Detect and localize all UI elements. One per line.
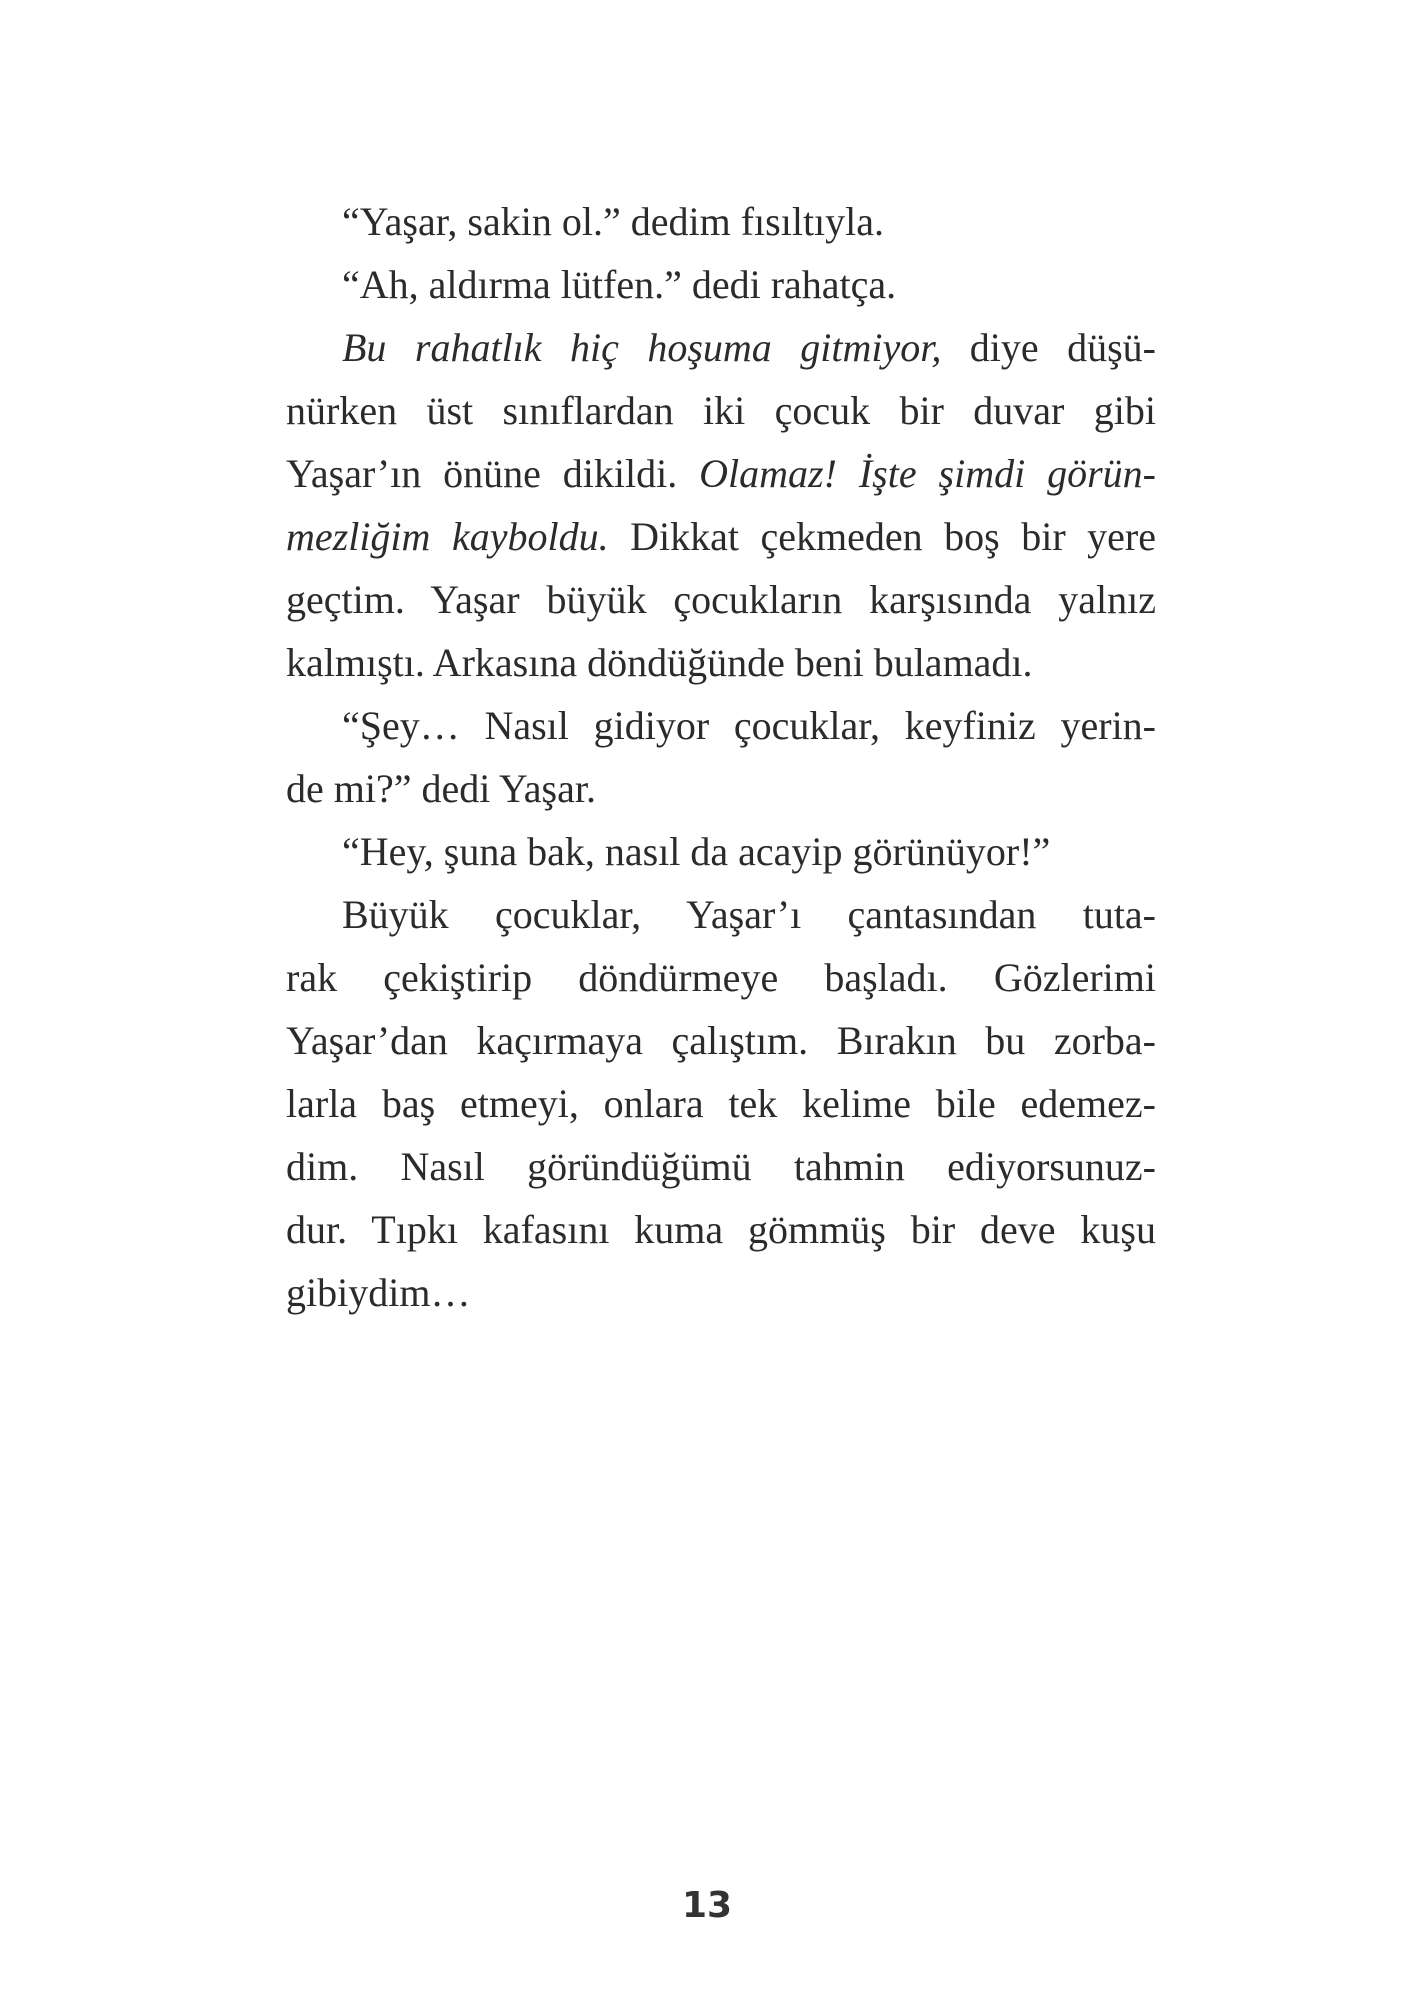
text-line: de mi?” dedi Yaşar. <box>286 766 596 811</box>
text-line: larla baş etmeyi, onlara tek kelime bile edemez- <box>286 1081 1156 1126</box>
page-number: 13 <box>681 1885 733 1926</box>
text-line: “Yaşar, sakin ol.” dedim fısıltıyla. <box>342 199 885 244</box>
text-line: “Şey… Nasıl gidiyor çocuklar, keyfiniz yerin- <box>342 703 1156 748</box>
text-line: “Hey, şuna bak, nasıl da acayip görünüyor!” <box>342 829 1051 874</box>
text-line: dur. Tıpkı kafasını kuma gömmüş bir deve kuşu <box>286 1207 1156 1252</box>
text-line: “Ah, aldırma lütfen.” dedi rahatça. <box>342 262 897 307</box>
text-line: rak çekiştirip döndürmeye başladı. Gözlerimi <box>286 955 1156 1000</box>
italic-thought: mezliğim kayboldu. <box>286 514 609 559</box>
italic-thought: Bu rahatlık hiç hoşuma gitmiyor, <box>342 325 942 370</box>
text-line: Bu rahatlık hiç hoşuma gitmiyor, diye düşü- <box>342 325 1156 370</box>
text-line: Yaşar’ın önüne dikildi. Olamaz! İşte şimdi görün- <box>286 451 1157 496</box>
text-line: kalmıştı. Arkasına döndüğünde beni bulamadı. <box>286 640 1033 685</box>
body-text <box>286 190 1156 1324</box>
text-line: mezliğim kayboldu. Dikkat çekmeden boş bir yere <box>286 514 1156 559</box>
text-line: Büyük çocuklar, Yaşar’ı çantasından tuta- <box>342 892 1156 937</box>
text-line: Yaşar’dan kaçırmaya çalıştım. Bırakın bu zorba- <box>286 1018 1156 1063</box>
italic-thought: Olamaz! İşte şimdi görün- <box>699 451 1157 496</box>
text-line: geçtim. Yaşar büyük çocukların karşısında yalnız <box>286 577 1156 622</box>
text-line: nürken üst sınıflardan iki çocuk bir duvar gibi <box>286 388 1156 433</box>
text-line: dim. Nasıl göründüğümü tahmin ediyorsunuz- <box>286 1144 1156 1189</box>
text-line: gibiydim… <box>286 1270 471 1315</box>
